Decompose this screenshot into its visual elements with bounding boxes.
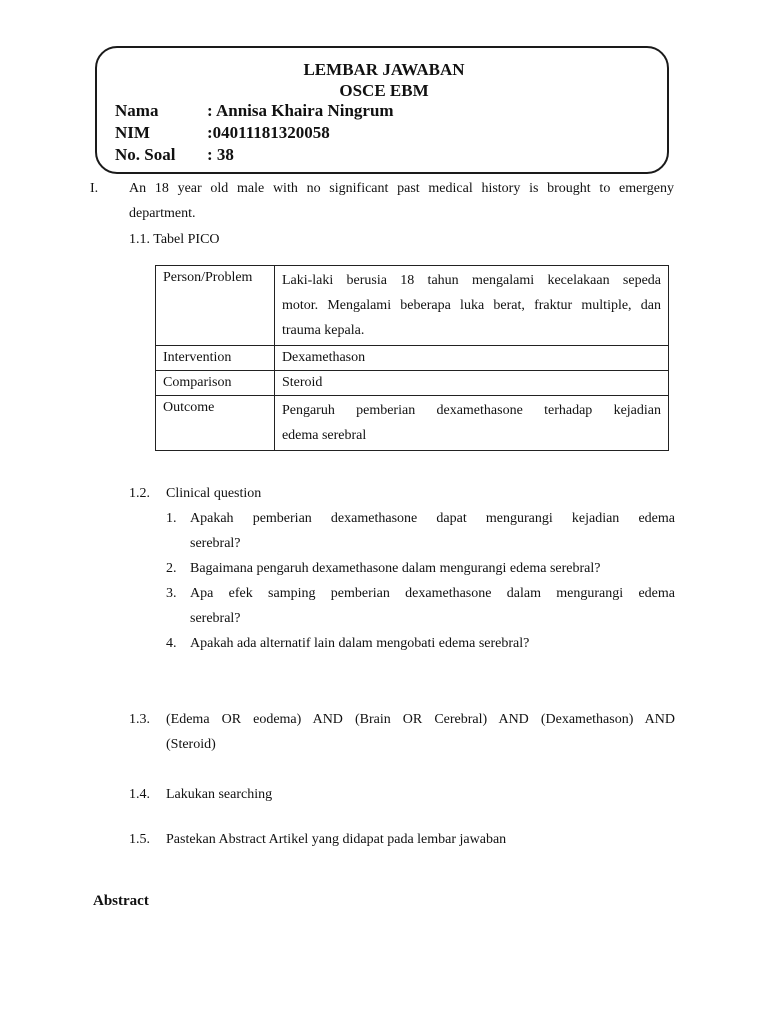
- table-row: [156, 396, 669, 451]
- case-description-line1: An 18 year old male with no significant past medical history is brought to emergeny: [129, 181, 674, 196]
- case-description-line2: department.: [129, 206, 196, 221]
- question-number: 3.: [166, 586, 177, 601]
- pico-value-line: Dexamethason: [281, 350, 366, 365]
- searching-text: Lakukan searching: [166, 787, 273, 802]
- question-text: Bagaimana pengaruh dexamethasone dalam mengurangi edema serebral?: [190, 561, 601, 576]
- question-number: 2.: [166, 561, 177, 576]
- paste-abstract-number: 1.5.: [129, 832, 150, 847]
- header-row-nama: [115, 101, 394, 121]
- table-row: [156, 346, 669, 371]
- nama-value: : Annisa Khaira Ningrum: [207, 101, 394, 120]
- question-text: Apa efek samping pemberian dexamethasone dalam mengurangi edema: [190, 586, 675, 601]
- pico-table: [155, 265, 669, 451]
- document-subtitle: OSCE EBM: [339, 81, 429, 100]
- question-number: 4.: [166, 636, 177, 651]
- search-keywords-line2: (Steroid): [166, 737, 216, 752]
- abstract-heading: Abstract: [93, 893, 149, 909]
- pico-key: Intervention: [156, 346, 275, 371]
- question-text: Apakah ada alternatif lain dalam mengobati edema serebral?: [190, 636, 530, 651]
- question-number: 1.: [166, 511, 177, 526]
- pico-value-line: trauma kepala.: [281, 323, 365, 338]
- pico-heading: 1.1. Tabel PICO: [129, 232, 220, 247]
- question-text-cont: serebral?: [190, 611, 241, 626]
- header-row-no-soal: [115, 145, 234, 165]
- nim-value: :04011181320058: [207, 123, 330, 142]
- pico-value: [274, 266, 668, 346]
- paste-abstract-text: Pastekan Abstract Artikel yang didapat pada lembar jawaban: [166, 832, 507, 847]
- nim-label: NIM: [115, 123, 150, 142]
- pico-value-line: Pengaruh pemberian dexamethasone terhadap kejadian: [281, 403, 661, 418]
- clinical-question-number: 1.2.: [129, 486, 150, 501]
- pico-value-line: Laki-laki berusia 18 tahun mengalami kecelakaan sepeda: [281, 273, 661, 288]
- pico-value-line: Steroid: [281, 375, 323, 390]
- pico-value-line: motor. Mengalami beberapa luka berat, fraktur multiple, dan: [281, 298, 661, 313]
- pico-key: Outcome: [156, 396, 275, 451]
- document-title: LEMBAR JAWABAN: [303, 60, 465, 79]
- pico-value: [274, 371, 668, 396]
- section-number: I.: [90, 181, 99, 196]
- pico-key: Comparison: [156, 371, 275, 396]
- searching-number: 1.4.: [129, 787, 150, 802]
- table-row: [156, 266, 669, 346]
- nama-label: Nama: [115, 101, 159, 120]
- no-soal-value: : 38: [207, 145, 234, 164]
- pico-value: [274, 346, 668, 371]
- clinical-question-heading: Clinical question: [166, 486, 262, 501]
- header-row-nim: [115, 123, 330, 143]
- question-text: Apakah pemberian dexamethasone dapat mengurangi kejadian edema: [190, 511, 675, 526]
- search-keywords-line1: (Edema OR eodema) AND (Brain OR Cerebral) AND (Dexamethason) AND: [166, 712, 675, 727]
- pico-value: [274, 396, 668, 451]
- pico-value-line: edema serebral: [281, 428, 367, 443]
- header-box: [95, 46, 669, 174]
- pico-key: Person/Problem: [156, 266, 275, 346]
- search-keywords-number: 1.3.: [129, 712, 150, 727]
- question-text-cont: serebral?: [190, 536, 241, 551]
- table-row: [156, 371, 669, 396]
- no-soal-label: No. Soal: [115, 145, 176, 164]
